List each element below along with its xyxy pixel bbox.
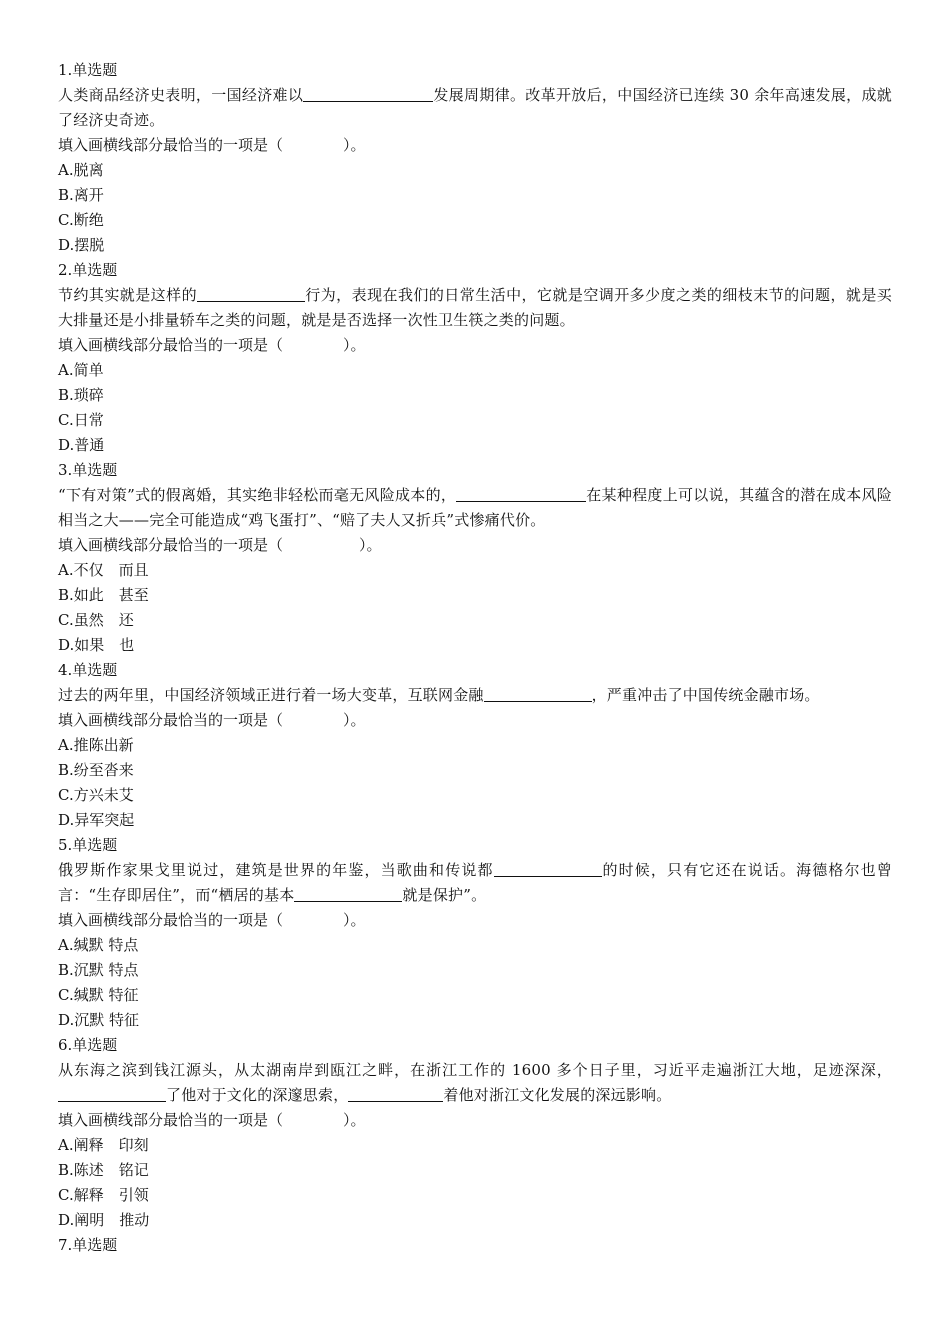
question-5 xyxy=(58,833,892,1033)
answer-blank xyxy=(494,860,602,877)
option-b: B.沉默 特点 xyxy=(58,961,139,979)
prompt-end: ）。 xyxy=(343,711,366,729)
stem-text: 从东海之滨到钱江源头，从太湖南岸到瓯江之畔，在浙江工作的 1600 多个日子里，习近平走遍浙江大地，足迹深深， xyxy=(58,1061,892,1079)
option-c: C.断绝 xyxy=(58,211,104,229)
question-header: 1.单选题 xyxy=(58,61,118,79)
stem-text: 着他对浙江文化发展的深远影响。 xyxy=(443,1086,672,1104)
option-c: C.解释 引领 xyxy=(58,1186,149,1204)
answer-blank xyxy=(348,1085,443,1102)
option-d: D.普通 xyxy=(58,436,105,454)
question-6 xyxy=(58,1033,892,1233)
stem-text: 人类商品经济史表明，一国经济难以 xyxy=(58,86,304,104)
option-a: A.脱离 xyxy=(58,161,104,179)
option-b: B.离开 xyxy=(58,186,104,204)
question-prompt xyxy=(58,708,892,733)
stem-text: 就是保护”。 xyxy=(402,886,487,904)
option-c: C.日常 xyxy=(58,411,104,429)
option-a: A.简单 xyxy=(58,361,104,379)
option-d: D.摆脱 xyxy=(58,236,105,254)
question-7 xyxy=(58,1233,892,1258)
question-stem xyxy=(58,483,892,533)
option-d: D.异军突起 xyxy=(58,811,135,829)
stem-text: 的时候，只有它还在说话。海德格尔也曾言：“生存即居住”，而“栖居的基本 xyxy=(58,861,892,904)
stem-text: 俄罗斯作家果戈里说过，建筑是世界的年鉴，当歌曲和传说都 xyxy=(58,861,494,879)
prompt-text: 填入画横线部分最恰当的一项是（ xyxy=(58,911,284,929)
question-header: 4.单选题 xyxy=(58,661,118,679)
stem-text: 行为，表现在我们的日常生活中，它就是空调开多少度之类的细枝末节的问题，就是买大排量还是小排量轿车之类的问题，就是是否选择一次性卫生筷之类的问题。 xyxy=(58,286,892,329)
question-header: 3.单选题 xyxy=(58,461,118,479)
answer-blank xyxy=(197,285,305,302)
prompt-text: 填入画横线部分最恰当的一项是（ xyxy=(58,336,284,354)
prompt-end: ）。 xyxy=(343,336,366,354)
stem-text: 发展周期律。改革开放后，中国经济已连续 30 余年高速发展，成就了经济史奇迹。 xyxy=(58,86,893,129)
prompt-text: 填入画横线部分最恰当的一项是（ xyxy=(58,711,284,729)
prompt-end: ）。 xyxy=(343,911,366,929)
prompt-end: ）。 xyxy=(343,136,366,154)
question-stem xyxy=(58,683,892,708)
stem-text: 过去的两年里，中国经济领域正进行着一场大变革，互联网金融 xyxy=(58,686,484,704)
option-b: B.纷至沓来 xyxy=(58,761,134,779)
option-a: A.推陈出新 xyxy=(58,736,134,754)
option-b: B.如此 甚至 xyxy=(58,586,149,604)
question-prompt xyxy=(58,533,892,558)
stem-text: “下有对策”式的假离婚，其实绝非轻松而毫无风险成本的， xyxy=(58,486,457,504)
option-c: C.方兴未艾 xyxy=(58,786,134,804)
answer-blank xyxy=(294,885,402,902)
option-c: C.缄默 特征 xyxy=(58,986,139,1004)
answer-blank xyxy=(456,485,586,502)
option-b: B.陈述 铭记 xyxy=(58,1161,149,1179)
stem-text: 了他对于文化的深邃思索， xyxy=(166,1086,349,1104)
option-d: D.如果 也 xyxy=(58,636,135,654)
prompt-end: ）。 xyxy=(343,1111,366,1129)
question-header: 6.单选题 xyxy=(58,1036,118,1054)
stem-text: 在某种程度上可以说，其蕴含的潜在成本风险相当之大——完全可能造成“鸡飞蛋打”、“赔了夫人又折兵”式惨痛代价。 xyxy=(58,486,892,529)
option-c: C.虽然 还 xyxy=(58,611,134,629)
answer-blank xyxy=(58,1085,166,1102)
prompt-text: 填入画横线部分最恰当的一项是（ xyxy=(58,536,284,554)
question-header: 7.单选题 xyxy=(58,1236,118,1254)
question-2 xyxy=(58,258,892,458)
question-prompt xyxy=(58,333,892,358)
stem-text: 节约其实就是这样的 xyxy=(58,286,198,304)
answer-blank xyxy=(303,85,433,102)
option-a: A.阐释 印刻 xyxy=(58,1136,149,1154)
question-1 xyxy=(58,58,892,258)
question-4 xyxy=(58,658,892,833)
option-d: D.沉默 特征 xyxy=(58,1011,140,1029)
question-stem xyxy=(58,283,892,333)
stem-text: ，严重冲击了中国传统金融市场。 xyxy=(591,686,820,704)
option-b: B.琐碎 xyxy=(58,386,104,404)
prompt-end: ）。 xyxy=(359,536,382,554)
option-a: A.不仅 而且 xyxy=(58,561,149,579)
question-prompt xyxy=(58,133,892,158)
question-prompt xyxy=(58,908,892,933)
question-prompt xyxy=(58,1108,892,1133)
question-3 xyxy=(58,458,892,658)
question-header: 2.单选题 xyxy=(58,261,118,279)
option-a: A.缄默 特点 xyxy=(58,936,139,954)
question-stem xyxy=(58,83,892,133)
answer-blank xyxy=(484,685,592,702)
prompt-text: 填入画横线部分最恰当的一项是（ xyxy=(58,1111,284,1129)
option-d: D.阐明 推动 xyxy=(58,1211,150,1229)
prompt-text: 填入画横线部分最恰当的一项是（ xyxy=(58,136,284,154)
question-header: 5.单选题 xyxy=(58,836,118,854)
question-stem xyxy=(58,858,892,908)
question-stem xyxy=(58,1058,892,1108)
